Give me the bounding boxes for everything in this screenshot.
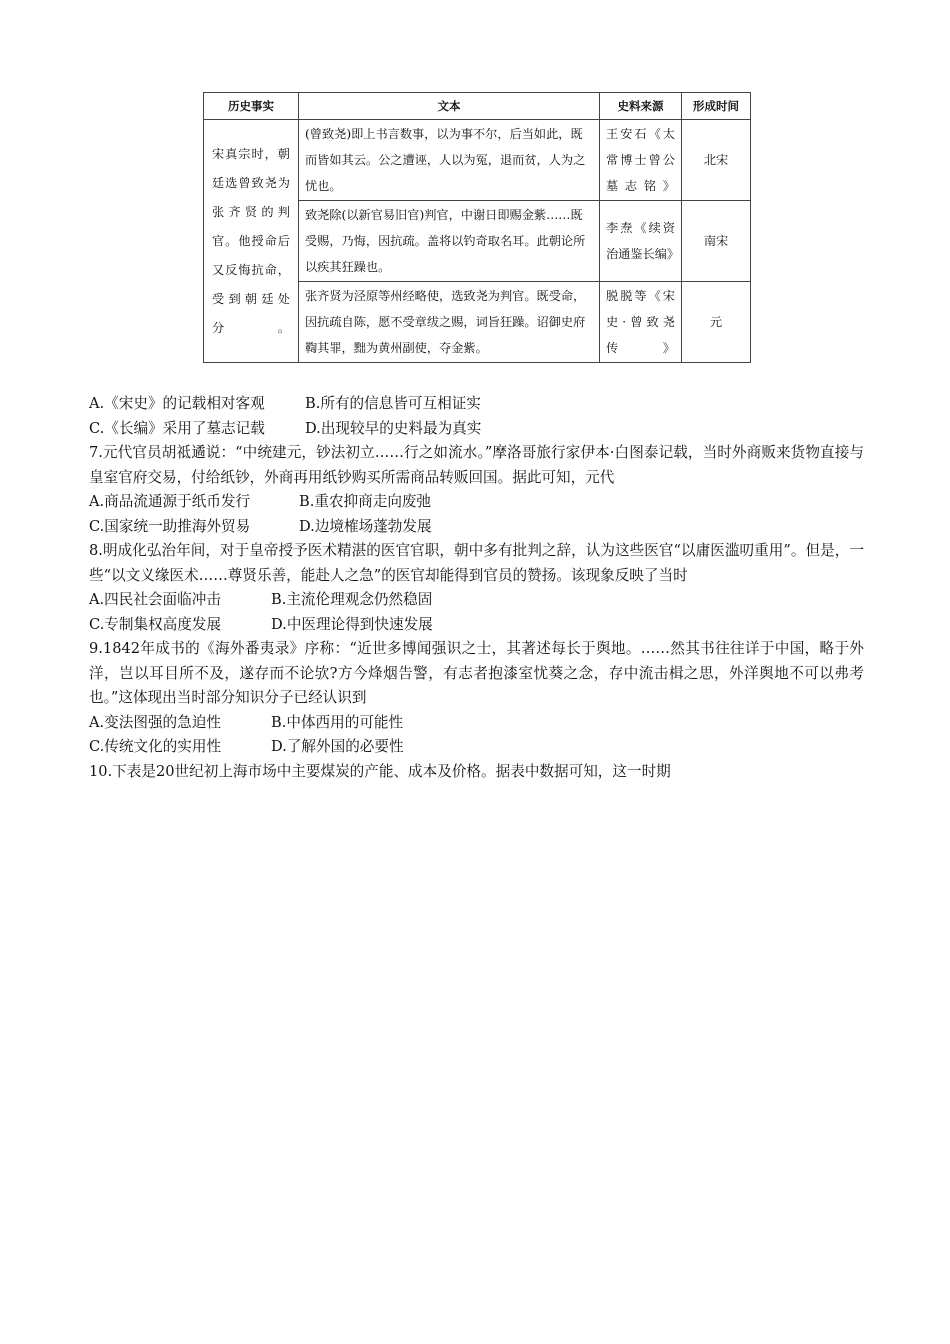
q9-options-row-2 bbox=[89, 735, 864, 760]
q6-option-a: A.《宋史》的记载相对客观 bbox=[89, 395, 265, 412]
q7-stem: 7.元代官员胡祗遹说：“中统建元，钞法初立……行之如流水。”摩洛哥旅行家伊本·白图泰记载，当时外商贩来货物直接与皇室官府交易，付给纸钞，外商再用纸钞购买所需商品转贩回国。据此可知，元代 bbox=[89, 444, 864, 486]
source-cell: 李焘《续资治通鉴长编》 bbox=[600, 201, 682, 282]
header-source: 史料来源 bbox=[600, 93, 682, 120]
q6-options-row-1 bbox=[89, 392, 864, 417]
time-cell: 北宋 bbox=[682, 120, 751, 201]
header-fact: 历史事实 bbox=[204, 93, 299, 120]
q7-option-d: D.边境榷场蓬勃发展 bbox=[299, 517, 432, 535]
q8-option-a: A.四民社会面临冲击 bbox=[89, 591, 221, 608]
table-row bbox=[204, 120, 751, 201]
q8-options-row-1 bbox=[89, 588, 864, 613]
q9-option-a: A.变法图强的急迫性 bbox=[89, 713, 221, 731]
source-cell: 王安石《太常博士曾公墓志铭》 bbox=[600, 120, 682, 201]
q7-option-a: A.商品流通源于纸币发行 bbox=[89, 493, 251, 510]
q7-option-b: B.重农抑商走向废弛 bbox=[299, 493, 432, 510]
q8-option-d: D.中医理论得到快速发展 bbox=[271, 615, 433, 633]
fact-cell: 宋真宗时，朝廷选曾致尧为张齐贤的判官。他授命后又反悔抗命，受到朝廷处分。 bbox=[204, 120, 299, 363]
q8-option-b: B.主流伦理观念仍然稳固 bbox=[271, 591, 433, 608]
q7-options-row-1 bbox=[89, 490, 864, 515]
q9-stem: 9.1842年成书的《海外番夷录》序称：“近世多博闻强识之士，其著述每长于舆地。……然其书往往详于中国，略于外洋，岂以耳目所不及，遂存而不论欤?方今烽烟告警，有志者抱漆室忧葵之念，存中流击楫之思，外洋舆地不可以弗考也。”这体现出当时部分知识分子已经认识到 bbox=[89, 640, 864, 706]
table-header-row bbox=[204, 93, 751, 120]
q6-option-c: C.《长编》采用了墓志记载 bbox=[89, 419, 265, 437]
questions bbox=[89, 392, 864, 784]
source-cell: 脱脱等《宋史·曾致尧传》 bbox=[600, 282, 682, 363]
q8-options-row-2 bbox=[89, 613, 864, 638]
q10-stem: 10.下表是20世纪初上海市场中主要煤炭的产能、成本及价格。据表中数据可知，这一时期 bbox=[89, 762, 671, 780]
q9-option-d: D.了解外国的必要性 bbox=[271, 738, 404, 755]
text-cell: 致尧除(以新官易旧官)判官，中谢日即赐金紫……既受赐，乃悔，因抗疏。盖将以钓奇取名耳。此朝论所以疾其狂躁也。 bbox=[299, 201, 600, 282]
header-time: 形成时间 bbox=[682, 93, 751, 120]
q6-option-b: B.所有的信息皆可互相证实 bbox=[305, 395, 481, 412]
time-cell: 南宋 bbox=[682, 201, 751, 282]
q9-option-c: C.传统文化的实用性 bbox=[89, 738, 222, 755]
q9-options-row-1 bbox=[89, 711, 864, 736]
q8-stem: 8.明成化弘治年间，对于皇帝授予医术精湛的医官官职，朝中多有批判之辞，认为这些医官“以庸医滥叨重用”。但是，一些“以文义缘医术……尊贤乐善，能赴人之急”的医官却能得到官员的赞扬。该现象反映了当时 bbox=[89, 542, 864, 584]
q7-option-c: C.国家统一助推海外贸易 bbox=[89, 517, 251, 535]
q9-option-b: B.中体西用的可能性 bbox=[271, 713, 404, 731]
header-text: 文本 bbox=[299, 93, 600, 120]
q7-options-row-2 bbox=[89, 515, 864, 540]
time-cell: 元 bbox=[682, 282, 751, 363]
text-cell: (曾致尧)即上书言数事，以为事不尔，后当如此，既而皆如其云。公之遭诬，人以为冤，退而贫，人为之忧也。 bbox=[299, 120, 600, 201]
q6-option-d: D.出现较早的史料最为真实 bbox=[305, 419, 482, 437]
q6-options-row-2 bbox=[89, 417, 864, 442]
text-cell: 张齐贤为泾原等州经略使，选致尧为判官。既受命，因抗疏自陈，愿不受章绂之赐，词旨狂躁。诏御史府鞫其罪，黜为黄州副使，夺金紫。 bbox=[299, 282, 600, 363]
historical-sources-table bbox=[203, 92, 751, 363]
q8-option-c: C.专制集权高度发展 bbox=[89, 615, 222, 633]
